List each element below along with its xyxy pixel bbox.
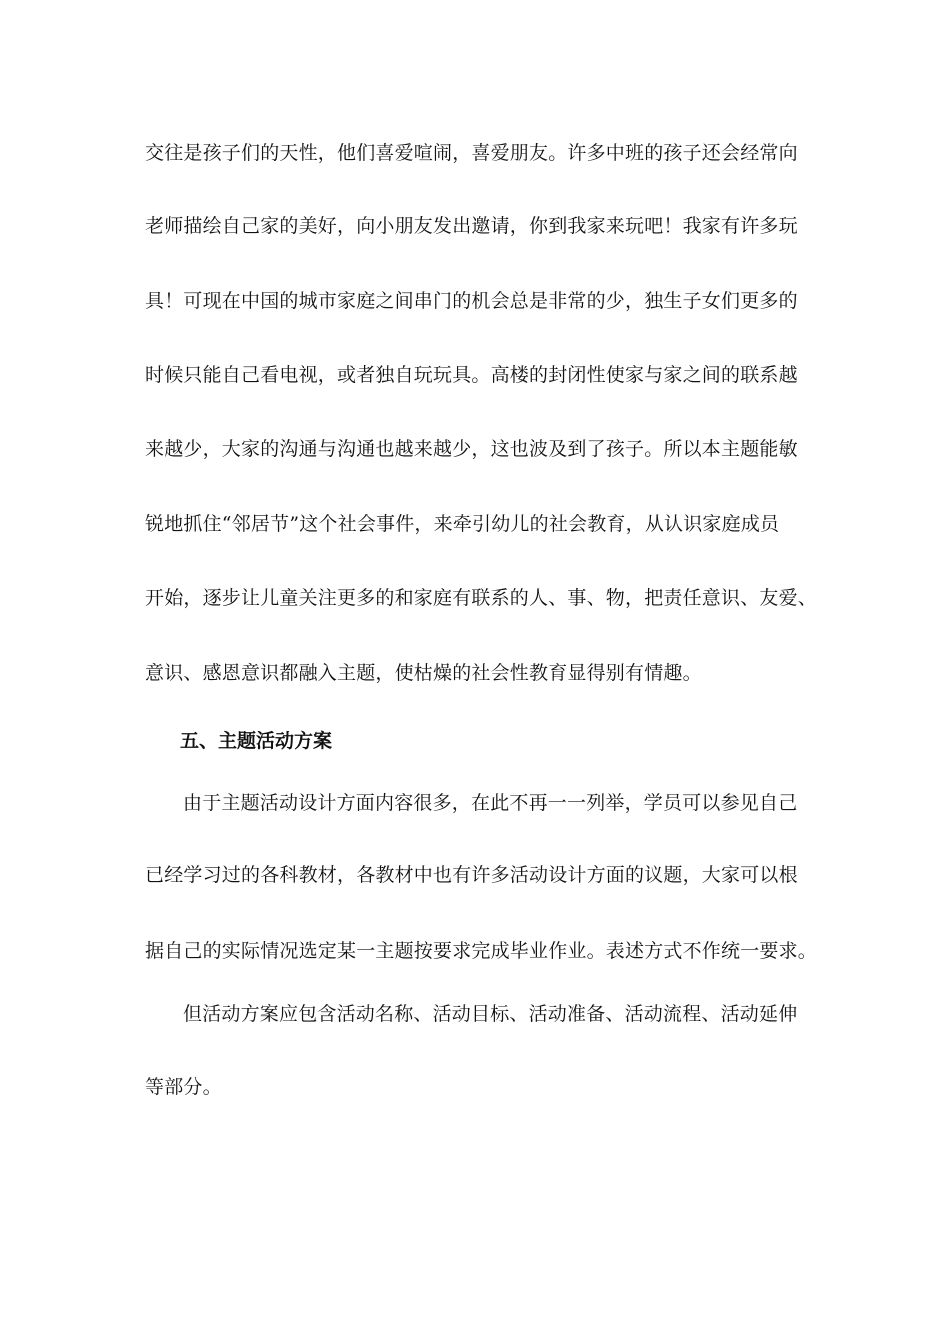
body-line-6: 锐地抓住“邻居节”这个社会事件，来牵引幼儿的社会教育，从认识家庭成员 — [145, 513, 780, 535]
body-line-4: 时候只能自己看电视，或者独自玩玩具。高楼的封闭性使家与家之间的联系越 — [145, 364, 798, 386]
section-heading: 五、主题活动方案 — [180, 730, 333, 752]
body-line-7: 开始，逐步让儿童关注更多的和家庭有联系的人、事、物，把责任意识、友爱、 — [145, 587, 818, 609]
body-line-8: 意识、感恩意识都融入主题，使枯燥的社会性教育显得别有情趣。 — [145, 662, 702, 684]
para1-line-3: 据自己的实际情况选定某一主题按要求完成毕业作业。表述方式不作统一要求。 — [145, 940, 818, 962]
body-line-5: 来越少，大家的沟通与沟通也越来越少，这也波及到了孩子。所以本主题能敏 — [145, 438, 798, 460]
para1-line-2: 已经学习过的各科教材，各教材中也有许多活动设计方面的议题，大家可以根 — [145, 864, 798, 886]
body-line-2: 老师描绘自己家的美好，向小朋友发出邀请，你到我家来玩吧！我家有许多玩 — [145, 215, 798, 237]
body-line-1: 交往是孩子们的天性，他们喜爱喧闹，喜爱朋友。许多中班的孩子还会经常向 — [145, 142, 798, 164]
body-line-3: 具！可现在中国的城市家庭之间串门的机会总是非常的少，独生子女们更多的 — [145, 290, 798, 312]
para1-line-1: 由于主题活动设计方面内容很多，在此不再一一列举，学员可以参见自己 — [183, 792, 798, 814]
para2-line-2: 等部分。 — [145, 1076, 222, 1098]
para2-line-1: 但活动方案应包含活动名称、活动目标、活动准备、活动流程、活动延伸 — [183, 1003, 798, 1025]
